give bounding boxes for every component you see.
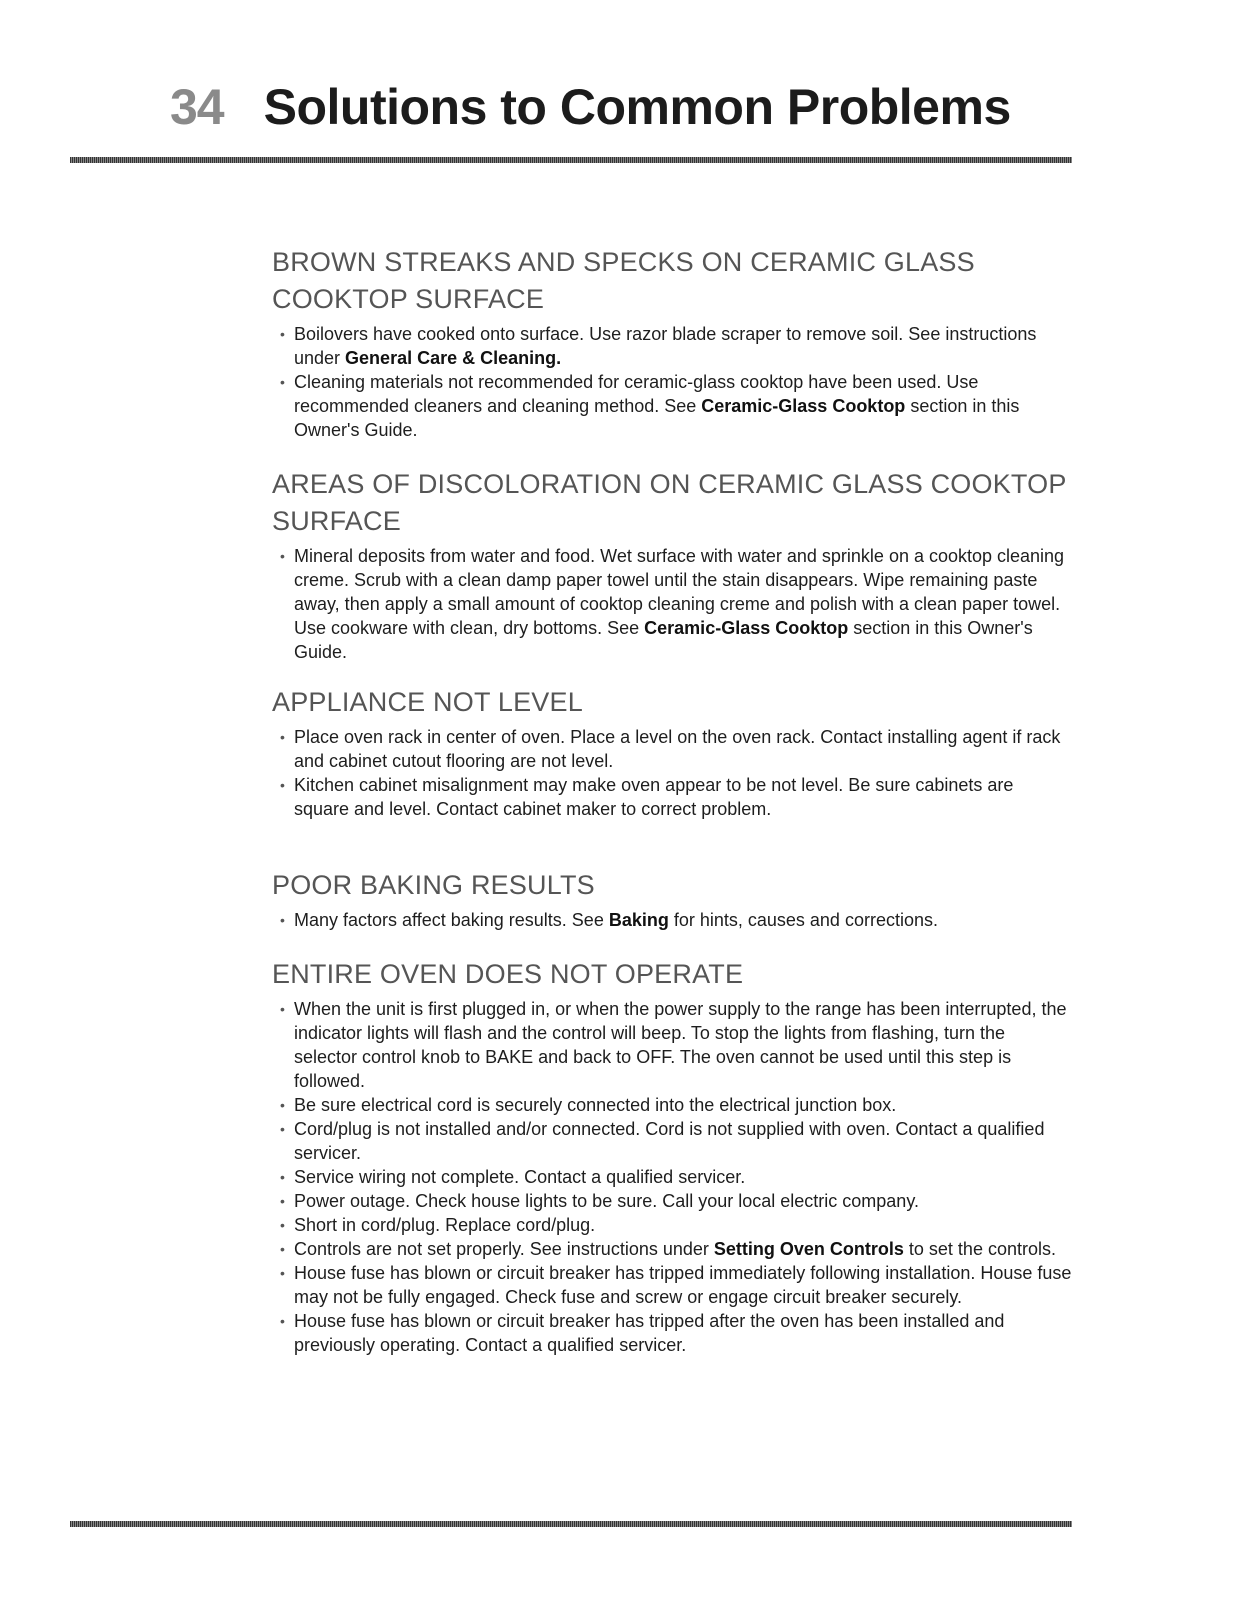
section-heading: APPLIANCE NOT LEVEL <box>272 687 583 717</box>
list-item: • House fuse has blown or circuit breaker has tripped after the oven has been installed and previously operating. Contact a qualified servicer. <box>272 1309 1072 1357</box>
section-heading: AREAS OF DISCOLORATION ON CERAMIC GLASS COOKTOP SURFACE <box>272 469 1067 536</box>
bullet-list <box>272 725 1072 821</box>
page-header <box>170 78 1011 136</box>
list-item: • Service wiring not complete. Contact a qualified servicer. <box>272 1165 1072 1189</box>
bottom-divider <box>70 1521 1072 1527</box>
list-item: • Cord/plug is not installed and/or connected. Cord is not supplied with oven. Contact a qualified servicer. <box>272 1117 1072 1165</box>
section-poor-baking <box>272 867 1072 932</box>
top-divider <box>70 157 1072 163</box>
content <box>272 244 1072 1357</box>
section-heading: POOR BAKING RESULTS <box>272 870 595 900</box>
bullet-list <box>272 997 1072 1357</box>
list-item: • Place oven rack in center of oven. Place a level on the oven rack. Contact installing agent if rack and cabinet cutout flooring are not level. <box>272 725 1072 773</box>
section-discoloration <box>272 466 1072 664</box>
list-item: • Kitchen cabinet misalignment may make oven appear to be not level. Be sure cabinets are square and level. Contact cabinet maker to correct problem. <box>272 773 1072 821</box>
list-item: • Cleaning materials not recommended for ceramic-glass cooktop have been used. Use recommended cleaners and cleaning method. See Ceramic-Glass Cooktop section in this Owner's Guide. <box>272 370 1072 442</box>
bullet-list <box>272 544 1072 664</box>
list-item: • When the unit is first plugged in, or when the power supply to the range has been interrupted, the indicator lights will flash and the control will beep. To stop the lights from flashing, turn the selector control knob to BAKE and back to OFF. The oven cannot be used until this step is followed. <box>272 997 1072 1093</box>
page-title: Solutions to Common Problems <box>263 79 1011 135</box>
list-item: • Boilovers have cooked onto surface. Use razor blade scraper to remove soil. See instructions under General Care & Cleaning. <box>272 322 1072 370</box>
section-oven-does-not-operate <box>272 956 1072 1357</box>
list-item: • Short in cord/plug. Replace cord/plug. <box>272 1213 1072 1237</box>
section-heading: ENTIRE OVEN DOES NOT OPERATE <box>272 959 744 989</box>
page-number: 34 <box>170 79 224 135</box>
section-appliance-not-level <box>272 684 1072 821</box>
list-item: • Many factors affect baking results. See Baking for hints, causes and corrections. <box>272 908 1072 932</box>
list-item: • Power outage. Check house lights to be sure. Call your local electric company. <box>272 1189 1072 1213</box>
list-item: • Controls are not set properly. See instructions under Setting Oven Controls to set the controls. <box>272 1237 1072 1261</box>
bullet-list <box>272 908 1072 932</box>
list-item: • House fuse has blown or circuit breaker has tripped immediately following installation. House fuse may not be fully engaged. Check fuse and screw or engage circuit breaker securely. <box>272 1261 1072 1309</box>
section-brown-streaks <box>272 244 1072 442</box>
section-heading: BROWN STREAKS AND SPECKS ON CERAMIC GLASS COOKTOP SURFACE <box>272 247 975 314</box>
bullet-list <box>272 322 1072 442</box>
list-item: • Be sure electrical cord is securely connected into the electrical junction box. <box>272 1093 1072 1117</box>
list-item: • Mineral deposits from water and food. Wet surface with water and sprinkle on a cooktop cleaning creme. Scrub with a clean damp paper towel until the stain disappears. Wipe remaining paste away, then apply a small amount of cooktop cleaning creme and polish with a clean paper towel. Use cookware with clean, dry bottoms. See Ceramic-Glass Cooktop section in this Owner's Guide. <box>272 544 1072 664</box>
